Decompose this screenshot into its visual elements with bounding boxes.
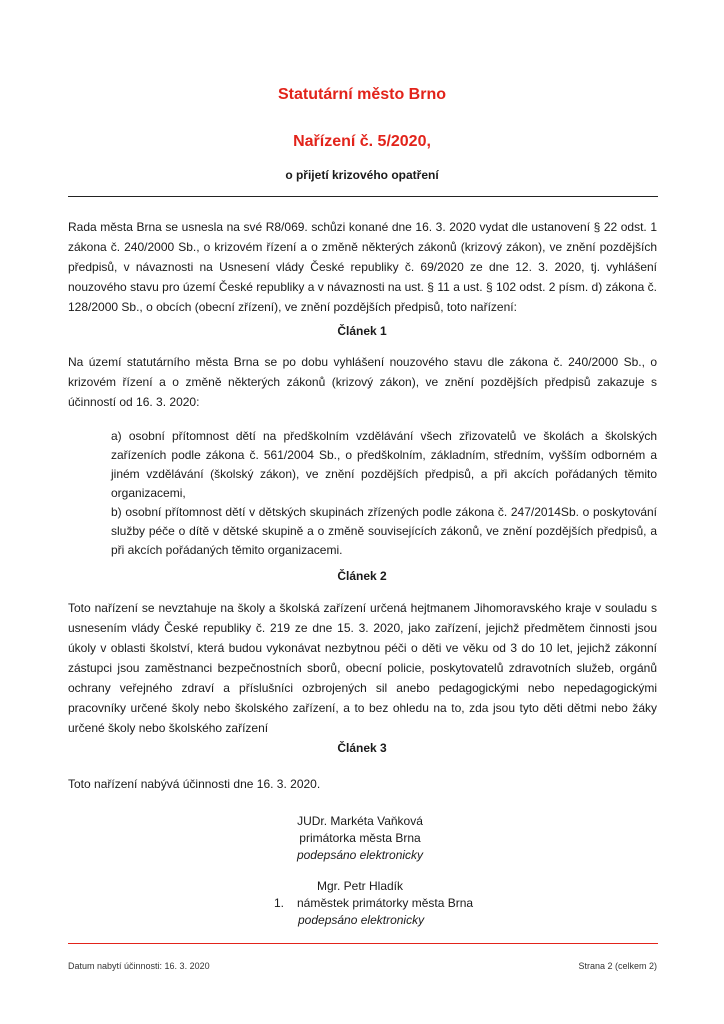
footer-page-number: Strana 2 (celkem 2)	[578, 961, 657, 971]
regulation-subject: o přijetí krizového opatření	[285, 168, 439, 182]
signature-block-mayor	[230, 813, 490, 864]
signatory-name: Mgr. Petr Hladík	[316, 879, 404, 893]
intro-paragraph: Rada města Brna se usnesla na své R8/069. schůzi konané dne 16. 3. 2020 vydat dle ustanovení § 22 odst. 1 zákona č. 240/2000 Sb., o krizovém řízení a o změně některých zákonů (krizový zákon), ve znění pozdějších předpisů, v návaznosti na Usnesení vlády České republiky č. 69/2020 ze dne 12. 3. 2020, tj. vyhlášení nouzového stavu pro území České republiky a v návaznosti na ust. § 11 a ust. § 102 odst. 2 písm. d) zákona č. 128/2000 Sb., o obcích (obecní zřízení), ve znění pozdějších předpisů, toto nařízení:	[68, 220, 657, 314]
article-1-heading: Článek 1	[337, 324, 387, 338]
footer-divider	[68, 943, 658, 944]
list-item: a) osobní přítomnost dětí na předškolním vzdělávání všech zřizovatelů ve školách a školských zařízeních podle zákona č. 561/2004 Sb., o předškolním, základním, středním, vyšším odborném a jiném vzdělávání (školský zákon), ve znění pozdějších předpisů, a při akcích pořádaných těmito organizacemi,	[111, 429, 657, 500]
signature-block-deputy	[230, 878, 490, 895]
article-2-heading: Článek 2	[337, 569, 387, 583]
signature-note: podepsáno elektronicky	[296, 848, 424, 862]
article-1-text: Na území statutárního města Brna se po dobu vyhlášení nouzového stavu dle zákona č. 240/2000 Sb., o krizovém řízení a o změně některých zákonů (krizový zákon), ve znění pozdějších předpisů zakazuje s účinností od 16. 3. 2020:	[68, 355, 657, 409]
article-3-heading: Článek 3	[337, 741, 387, 755]
org-title: Statutární město Brno	[277, 86, 446, 103]
article-1-list	[111, 427, 657, 560]
footer-effective-date: Datum nabytí účinnosti: 16. 3. 2020	[68, 961, 210, 971]
article-2-text: Toto nařízení se nevztahuje na školy a školská zařízení určená hejtmanem Jihomoravského kraje v souladu s usnesením vlády České republiky č. 219 ze dne 15. 3. 2020, jako zařízení, jejichž předmětem činnosti jsou úkoly v oblasti školství, která budou vykonávat nezbytnou péči o děti ve věku od 3 do 10 let, jejichž zákonní zástupci jsou zaměstnanci bezpečnostních sborů, obecní policie, poskytovatelů zdravotních služeb, orgánů ochrany veřejného zdraví a příslušníci ozbrojených sil anebo pedagogickými nebo nepedagogickými pracovníky určené školy nebo školského zařízení, a to bez ohledu na to, zda jsou tyto děti dětmi nebo žáky určené školy nebo školského zařízení	[68, 601, 657, 735]
signatory-role: náměstek primátorky města Brna	[297, 896, 474, 910]
signatory-name: JUDr. Markéta Vaňková	[297, 814, 423, 828]
signatory-role: primátorka města Brna	[299, 831, 421, 845]
article-3-text: Toto nařízení nabývá účinnosti dne 16. 3. 2020.	[68, 777, 321, 791]
deputy-number: 1.	[274, 896, 285, 910]
header-divider	[68, 196, 658, 197]
list-item: b) osobní přítomnost dětí v dětských skupinách zřízených podle zákona č. 247/2014Sb. o poskytování služby péče o dítě v dětské skupině a o změně souvisejících zákonů, ve znění pozdějších předpisů, a při akcích pořádaných těmito organizacemi.	[111, 505, 657, 557]
signature-note: podepsáno elektronicky	[298, 913, 425, 927]
regulation-title: Nařízení č. 5/2020,	[293, 133, 431, 150]
